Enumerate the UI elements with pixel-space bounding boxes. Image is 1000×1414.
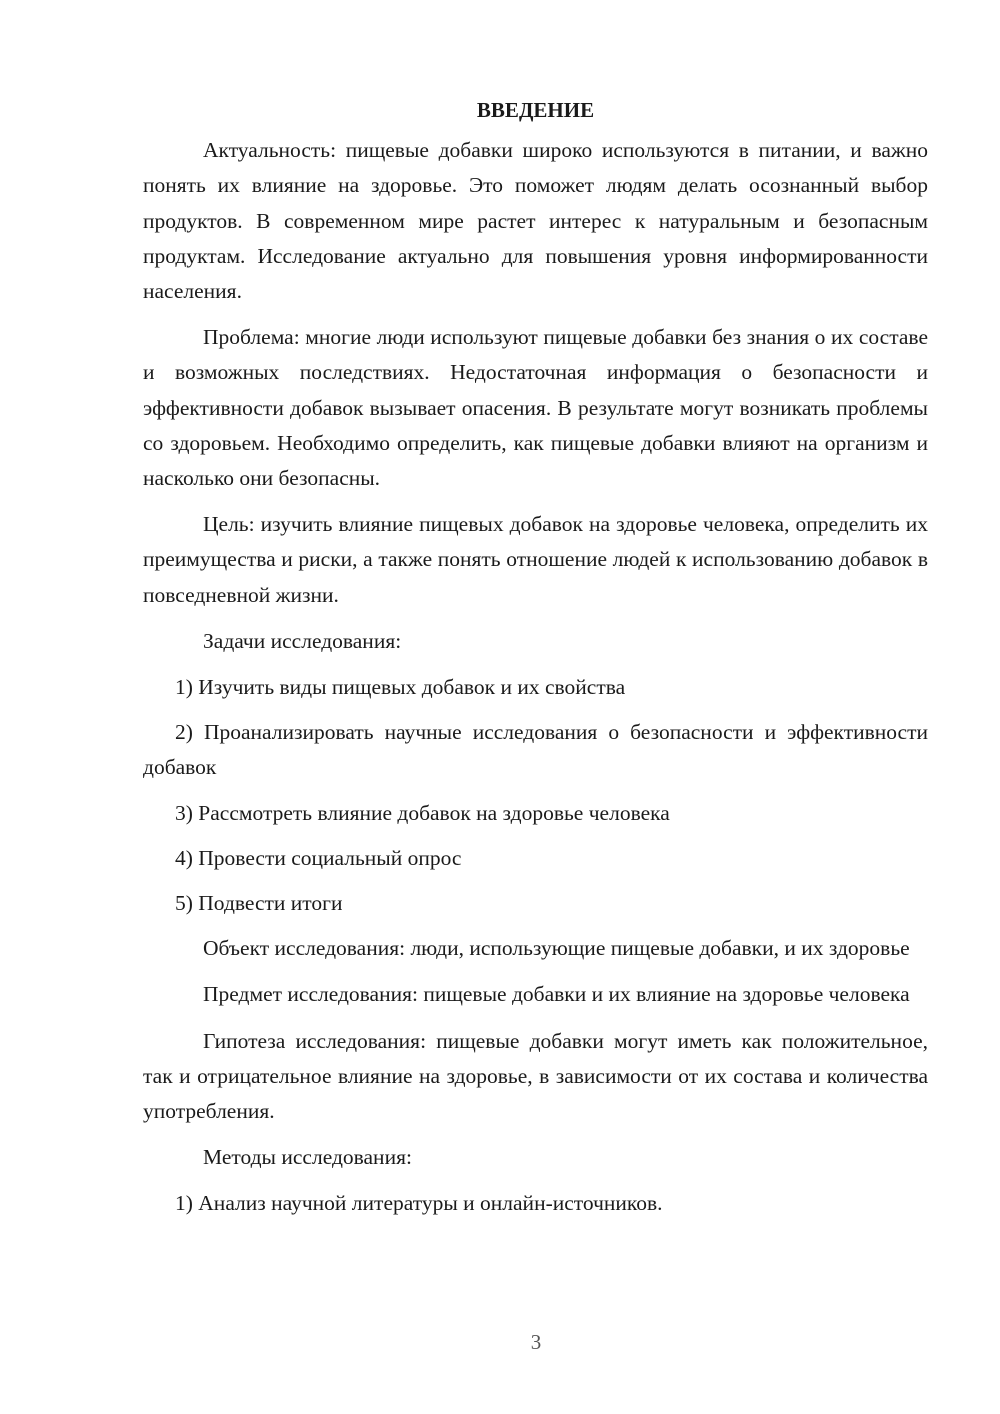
subject-paragraph: Предмет исследования: пищевые добавки и их влияние на здоровье человека <box>203 982 910 1007</box>
list-item: 3) Рассмотреть влияние добавок на здоровье человека <box>175 800 670 825</box>
list-item: 4) Провести социальный опрос <box>175 845 462 870</box>
list-item: 1) Изучить виды пищевых добавок и их свойства <box>175 675 626 700</box>
tasks-list <box>143 670 928 921</box>
page-title: ВВЕДЕНИЕ <box>476 98 595 122</box>
problem-paragraph: Проблема: многие люди используют пищевые добавки без знания о их составе и возможных последствиях. Недостаточная информация о безопасности и эффективности добавок вызывает опасения. В результате могут возникать проблемы со здоровьем. Необходимо определить, как пищевые добавки влияют на организм и насколько они безопасны. <box>143 325 928 491</box>
methods-heading: Методы исследования: <box>203 1145 412 1170</box>
relevance-paragraph: Актуальность: пищевые добавки широко используются в питании, и важно понять их влияние на здоровье. Это поможет людям делать осознанный выбор продуктов. В современном мире растет интерес к натуральным и безопасным продуктам. Исследование актуально для повышения уровня информированности населения. <box>143 138 928 304</box>
list-item: 1) Анализ научной литературы и онлайн-источников. <box>175 1191 663 1216</box>
list-item: 2) Проанализировать научные исследования о безопасности и эффективности добавок <box>143 720 928 780</box>
hypothesis-paragraph: Гипотеза исследования: пищевые добавки могут иметь как положительное, так и отрицательное влияние на здоровье, в зависимости от их состава и количества употребления. <box>143 1028 928 1124</box>
goal-paragraph: Цель: изучить влияние пищевых добавок на здоровье человека, определить их преимущества и риски, а также понять отношение людей к использованию добавок в повседневной жизни. <box>143 512 928 607</box>
list-item: 5) Подвести итоги <box>175 891 343 916</box>
methods-list <box>143 1186 928 1221</box>
page-body <box>143 93 928 1232</box>
page-number: 3 <box>530 1330 542 1354</box>
object-paragraph: Объект исследования: люди, использующие пищевые добавки, и их здоровье <box>203 936 910 961</box>
tasks-heading: Задачи исследования: <box>203 628 402 653</box>
